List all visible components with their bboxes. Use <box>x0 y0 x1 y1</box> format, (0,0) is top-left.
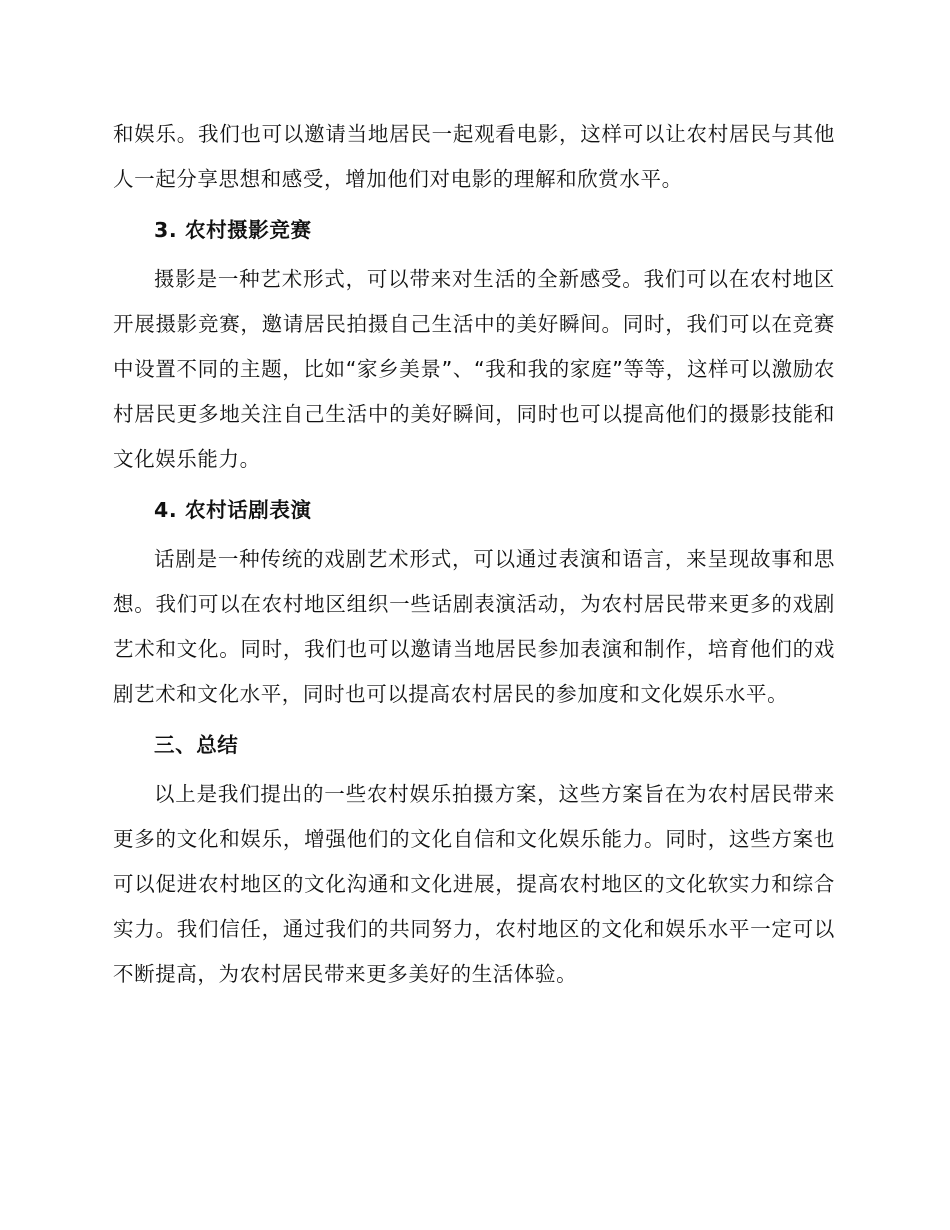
intro-paragraph: 和娱乐。我们也可以邀请当地居民一起观看电影，这样可以让农村居民与其他人一起分享思想和感受，增加他们对电影的理解和欣赏水平。 <box>113 122 835 191</box>
section-3-paragraph: 摄影是一种艺术形式，可以带来对生活的全新感受。我们可以在农村地区开展摄影竞赛，邀请居民拍摄自己生活中的美好瞬间。同时，我们可以在竞赛中设置不同的主题，比如“家乡美景”、“我和我的家庭”等等，这样可以激励农村居民更多地关注自己生活中的美好瞬间，同时也可以提高他们的摄影技能和文化娱乐能力。 <box>113 267 835 471</box>
section-4-paragraph: 话剧是一种传统的戏剧艺术形式，可以通过表演和语言，来呈现故事和思想。我们可以在农村地区组织一些话剧表演活动，为农村居民带来更多的戏剧艺术和文化。同时，我们也可以邀请当地居民参加表演和制作，培育他们的戏剧艺术和文化水平，同时也可以提高农村居民的参加度和文化娱乐水平。 <box>113 547 835 706</box>
section-4-heading: 4. 农村话剧表演 <box>154 498 312 522</box>
section-3-heading: 3. 农村摄影竞赛 <box>154 218 312 242</box>
document-body <box>113 112 835 997</box>
summary-heading: 三、总结 <box>154 733 239 757</box>
summary-paragraph: 以上是我们提出的一些农村娱乐拍摄方案，这些方案旨在为农村居民带来更多的文化和娱乐，增强他们的文化自信和文化娱乐能力。同时，这些方案也可以促进农村地区的文化沟通和文化进展，提高农村地区的文化软实力和综合实力。我们信任，通过我们的共同努力，农村地区的文化和娱乐水平一定可以不断提高，为农村居民带来更多美好的生活体验。 <box>113 782 835 986</box>
